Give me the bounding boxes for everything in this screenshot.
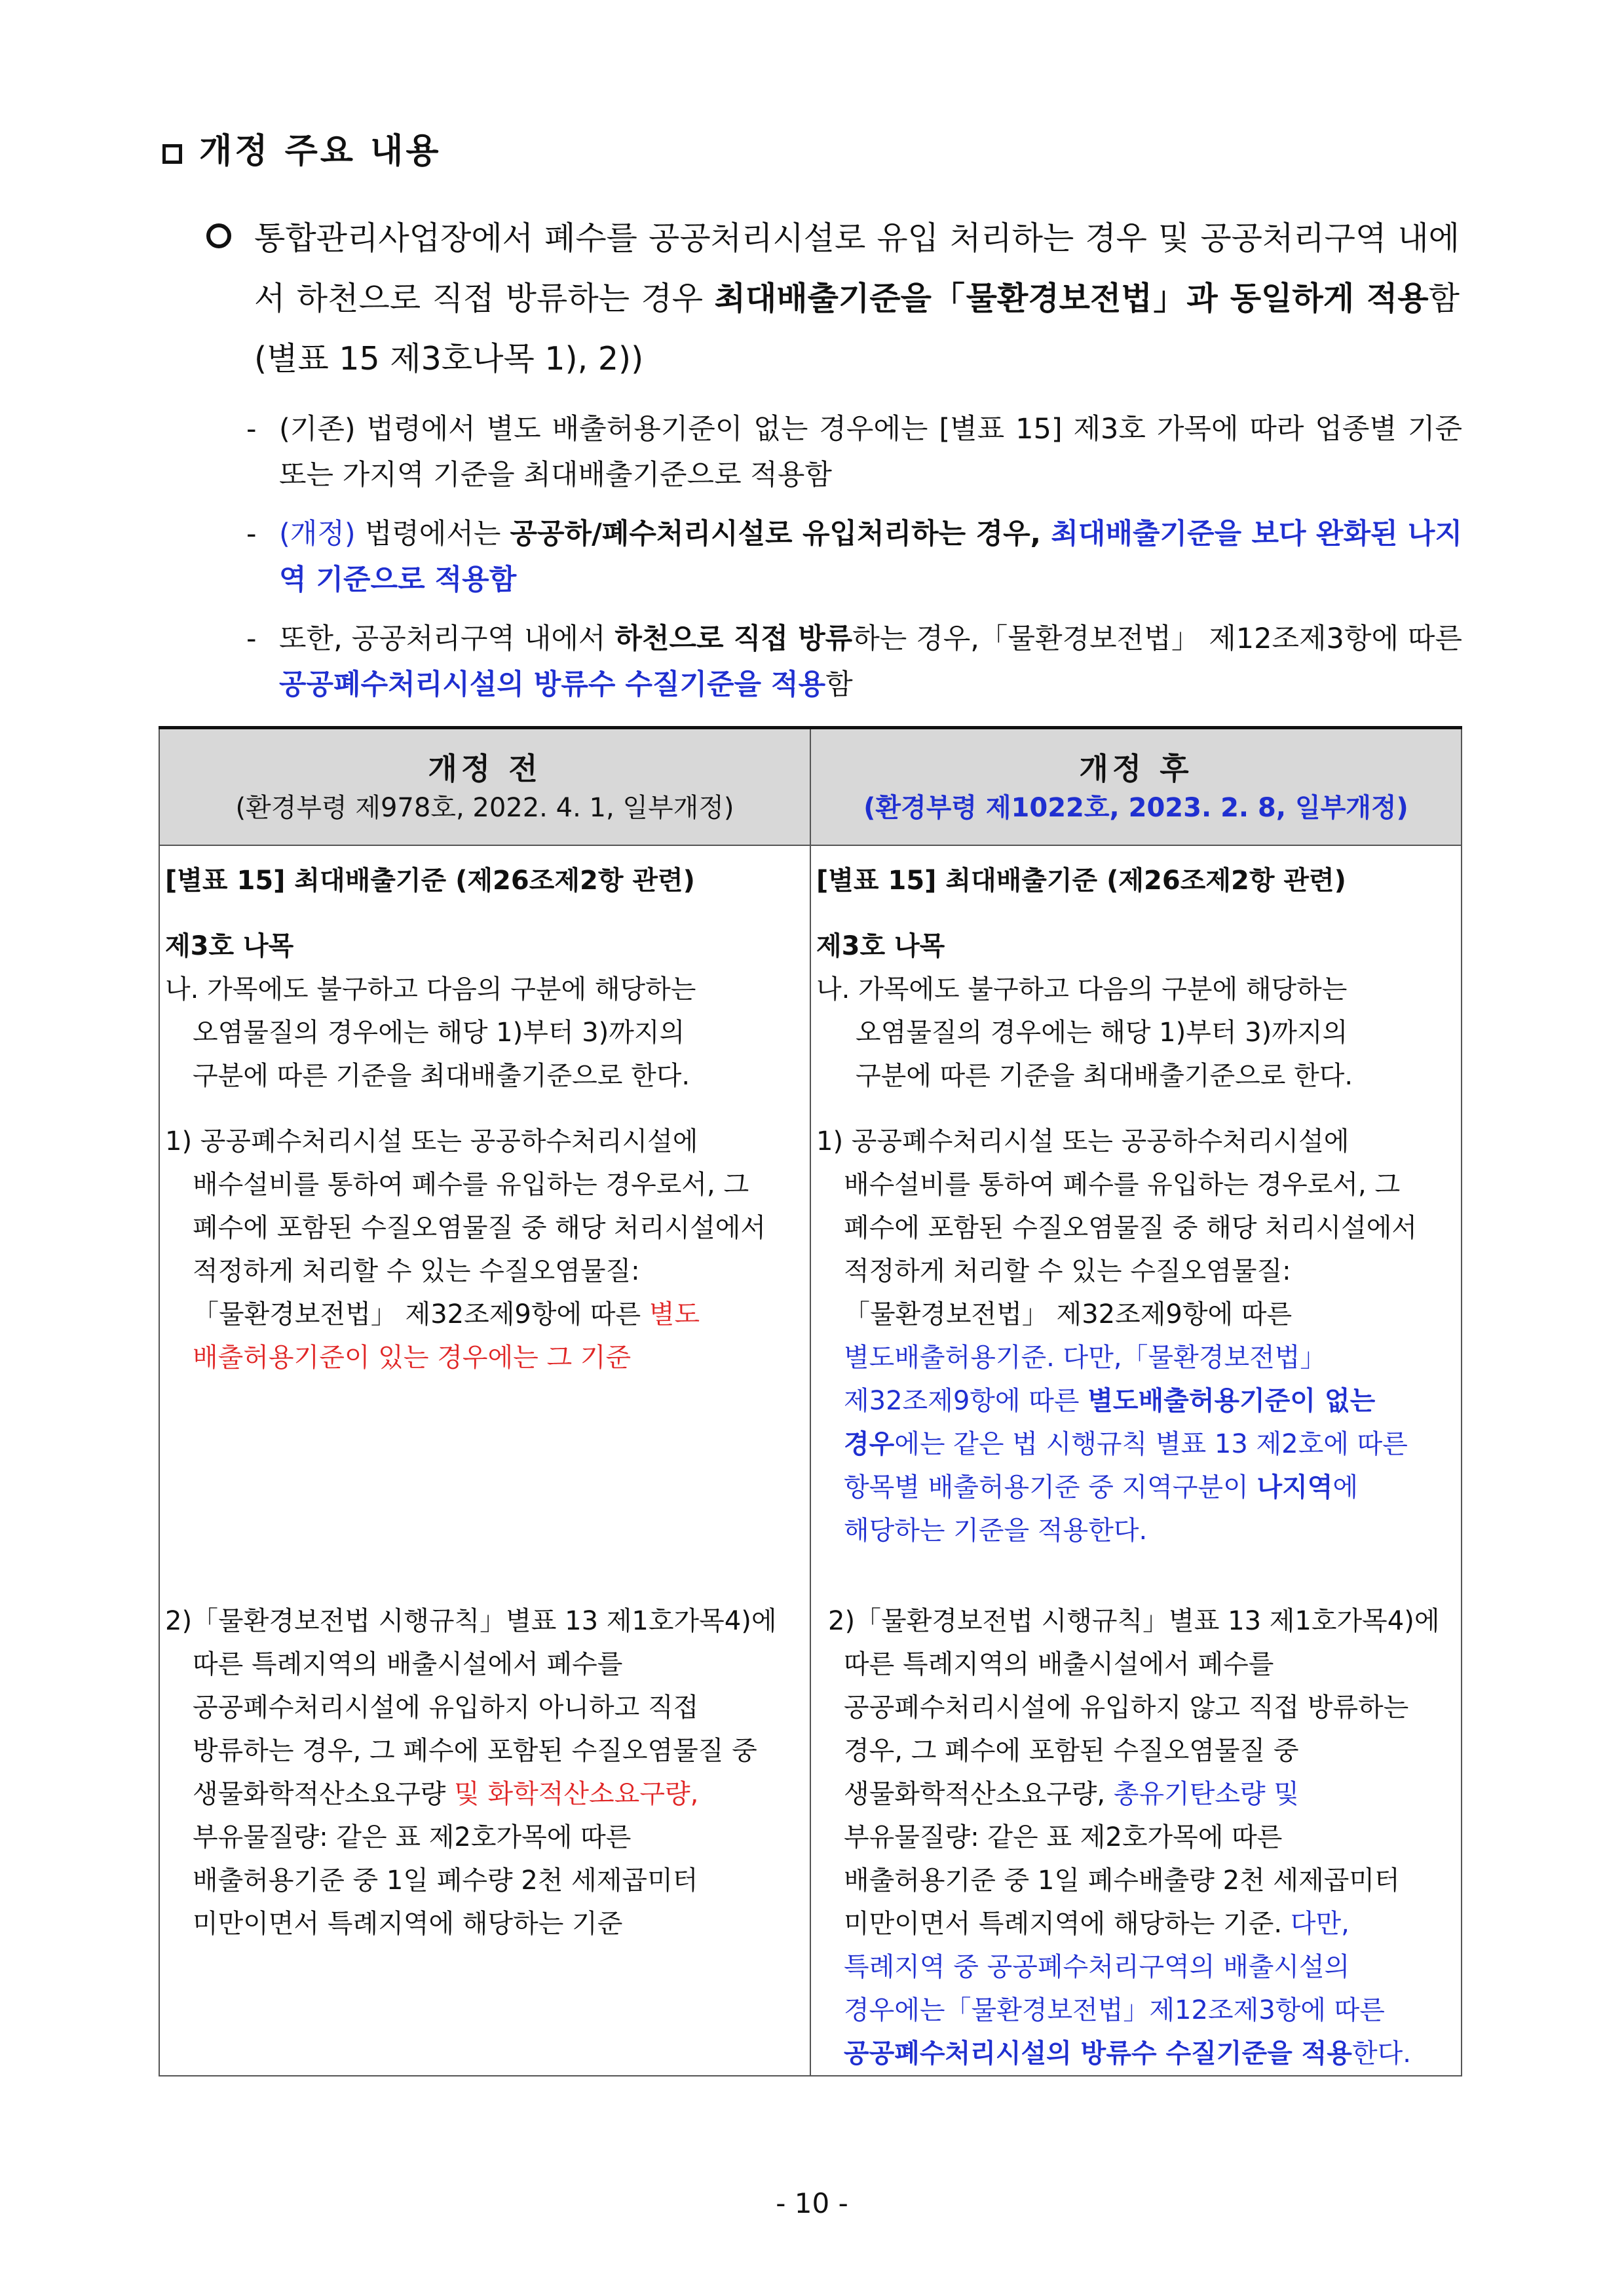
dash-marker: - <box>246 622 257 655</box>
circle-bullet-icon <box>204 221 233 250</box>
bullet-additional: - 또한, 공공처리구역 내에서 하천으로 직접 방류하는 경우,「물환경보전법」 제12조제3항에 따른 공공폐수처리시설의 방류수 수질기준을 적용함 <box>246 616 1462 708</box>
bullet-revision: - (개정) 법령에서는 공공하/폐수처리시설로 유입처리하는 경우, 최대배출기준을 보다 완화된 나지역 기준으로 적용함 <box>246 511 1462 603</box>
header-after: 개정 후 (환경부령 제1022호, 2023. 2. 8, 일부개정) <box>810 728 1462 846</box>
square-bullet-icon <box>162 144 182 164</box>
intro-paragraph: 통합관리사업장에서 폐수를 공공처리시설로 유입 처리하는 경우 및 공공처리구역 내에서 하천으로 직접 방류하는 경우 최대배출기준을「물환경보전법」과 동일하게 적용함 (별표 15 제3호나목 1), 2)) <box>254 220 1460 377</box>
table-body-row <box>159 845 1462 2076</box>
comparison-table <box>159 726 1462 2076</box>
page-number: - 10 - <box>776 2187 848 2219</box>
dash-marker: - <box>246 413 257 446</box>
header-before: 개정 전 (환경부령 제978호, 2022. 4. 1, 일부개정) <box>159 728 810 846</box>
table-header-row <box>159 728 1462 846</box>
cell-after: [별표 15] 최대배출기준 (제26조제2항 관련) 제3호 나목 나. 가목에도 불구하고 다음의 구분에 해당하는 오염물질의 경우에는 해당 1)부터 3)까지의 구분에 따른 기준을 최대배출기준으로 한다. 1) 공공폐수처리시설 또는 공공하수처리시설에 배수설비를 통하여 폐수를 유입하는 경우로서, 그 폐수에 포함된 수질오염물질 중 해당 처리시설에서 적정하게 처리할 수 있는 수질오염물질: 「물환경보전법」 제32조제9항에 따른 별도배출허용기준. 다만,「물환경보전법」 제32조제9항에 따른 별도배출허용기준이 없는 경우에는 같은 법 시행규칙 별표 13 제2호에 따른 항목별 배출허용기준 중 지역구분이 나지역에 해당하는 기준을 적용한다. 2)「물환경보전법 시행규칙」별표 13 제1호가목4)에 따른 특례지역의 배출시설에서 폐수를 공공폐수처리시설에 유입하지 않고 직접 방류하는 경우, 그 폐수에 포함된 수질오염물질 중 생물화학적산소요구량, 총유기탄소량 및 부유물질량: 같은 표 제2호가목에 따른 배출허용기준 중 1일 폐수배출량 2천 세제곱미터 미만이면서 특례지역에 해당하는 기준. 다만, 특례지역 중 공공폐수처리구역의 배출시설의 경우에는「물환경보전법」제12조제3항에 따른 공공폐수처리시설의 방류수 수질기준을 적용한다. <box>810 845 1462 2076</box>
cell-before: [별표 15] 최대배출기준 (제26조제2항 관련) 제3호 나목 나. 가목에도 불구하고 다음의 구분에 해당하는 오염물질의 경우에는 해당 1)부터 3)까지의 구분에 따른 기준을 최대배출기준으로 한다. 1) 공공폐수처리시설 또는 공공하수처리시설에 배수설비를 통하여 폐수를 유입하는 경우로서, 그 폐수에 포함된 수질오염물질 중 해당 처리시설에서 적정하게 처리할 수 있는 수질오염물질: 「물환경보전법」 제32조제9항에 따른 별도 배출허용기준이 있는 경우에는 그 기준 2)「물환경보전법 시행규칙」별표 13 제1호가목4)에 따른 특례지역의 배출시설에서 폐수를 공공폐수처리시설에 유입하지 아니하고 직접 방류하는 경우, 그 폐수에 포함된 수질오염물질 중 생물화학적산소요구량 및 화학적산소요구량, 부유물질량: 같은 표 제2호가목에 따른 배출허용기준 중 1일 폐수량 2천 세제곱미터 미만이면서 특례지역에 해당하는 기준 <box>159 845 810 2076</box>
bullet-existing: - (기존) 법령에서 별도 배출허용기준이 없는 경우에는 [별표 15] 제3호 가목에 따라 업종별 기준 또는 가지역 기준을 최대배출기준으로 적용함 <box>246 406 1462 498</box>
dash-marker: - <box>246 518 257 550</box>
section-title: 개정 주요 내용 <box>162 123 442 172</box>
